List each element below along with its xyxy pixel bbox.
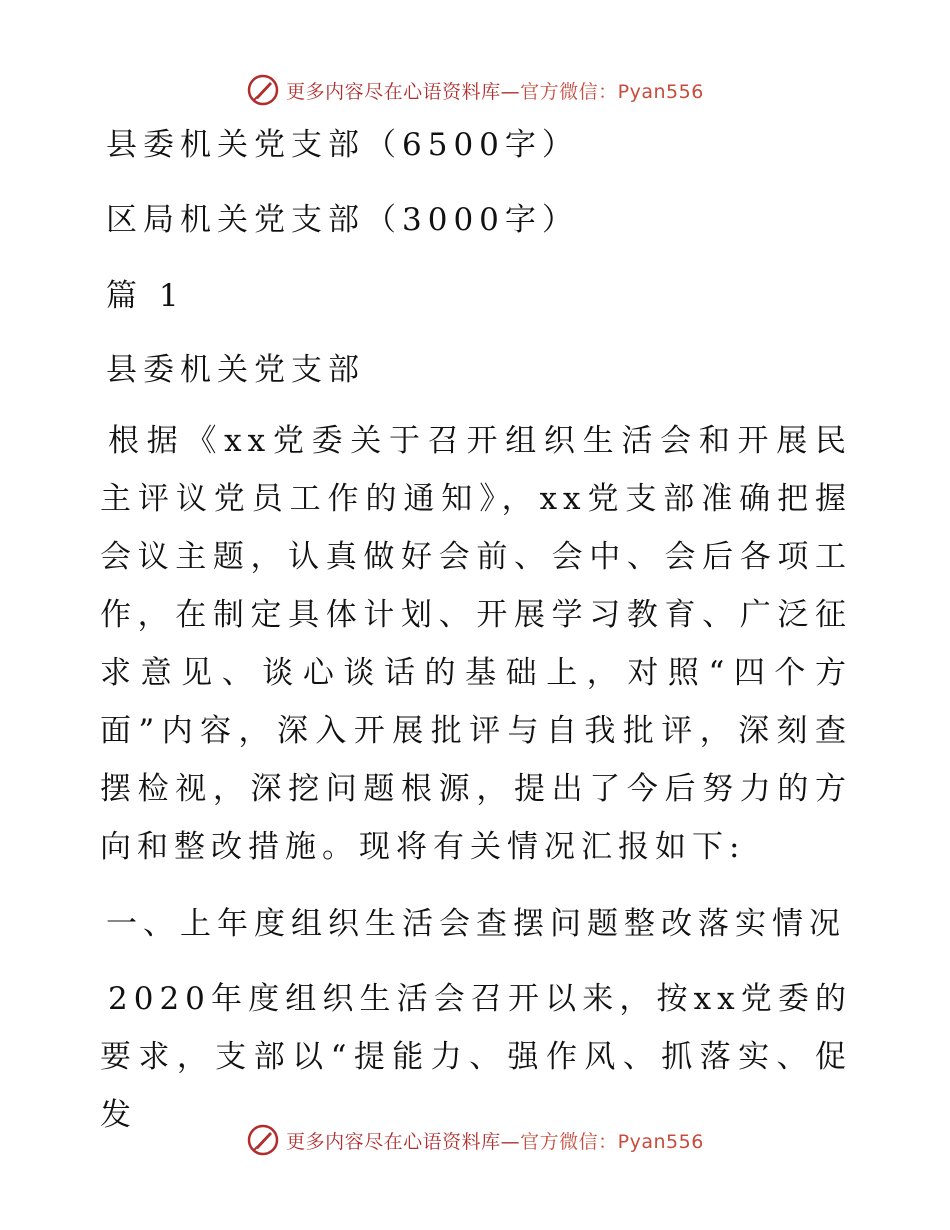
section-heading: 一、上年度组织生活会查摆问题整改落实情况: [106, 906, 846, 942]
watermark-separator: —: [500, 80, 521, 103]
header-watermark: [0, 70, 950, 110]
toc-item: 县委机关党支部（6500字）: [106, 127, 579, 163]
body-paragraph: 2020年度组织生活会召开以来，按xx党委的要求，支部以“提能力、强作风、抓落实、促发: [100, 981, 852, 1133]
section-title: 县委机关党支部: [106, 352, 365, 388]
intro-paragraph: 根据《xx党委关于召开组织生活会和开展民主评议党员工作的通知》，xx党支部准确把握会议主题，认真做好会前、会中、会后各项工作，在制定具体计划、开展学习教育、广泛征求意见、谈心谈话的基础上，对照“四个方面”内容，深入开展批评与自我批评，深刻查摆检视，深挖问题根源，提出了今后努力的方向和整改措施。现将有关情况汇报如下:: [100, 423, 852, 865]
watermark-wechat-text: 官方微信：Pyan556: [520, 80, 704, 103]
quill-logo-icon: [246, 73, 280, 107]
watermark-separator: —: [500, 1130, 521, 1153]
watermark-brand-text: 更多内容尽在心语资料库: [286, 80, 501, 103]
footer-watermark: [0, 1120, 950, 1160]
quill-logo-icon: [246, 1123, 280, 1157]
toc-item: 区局机关党支部（3000字）: [106, 202, 579, 238]
watermark-brand-text: 更多内容尽在心语资料库: [286, 1130, 501, 1153]
chapter-label: 篇 1: [106, 278, 185, 314]
watermark-wechat-text: 官方微信：Pyan556: [520, 1130, 704, 1153]
